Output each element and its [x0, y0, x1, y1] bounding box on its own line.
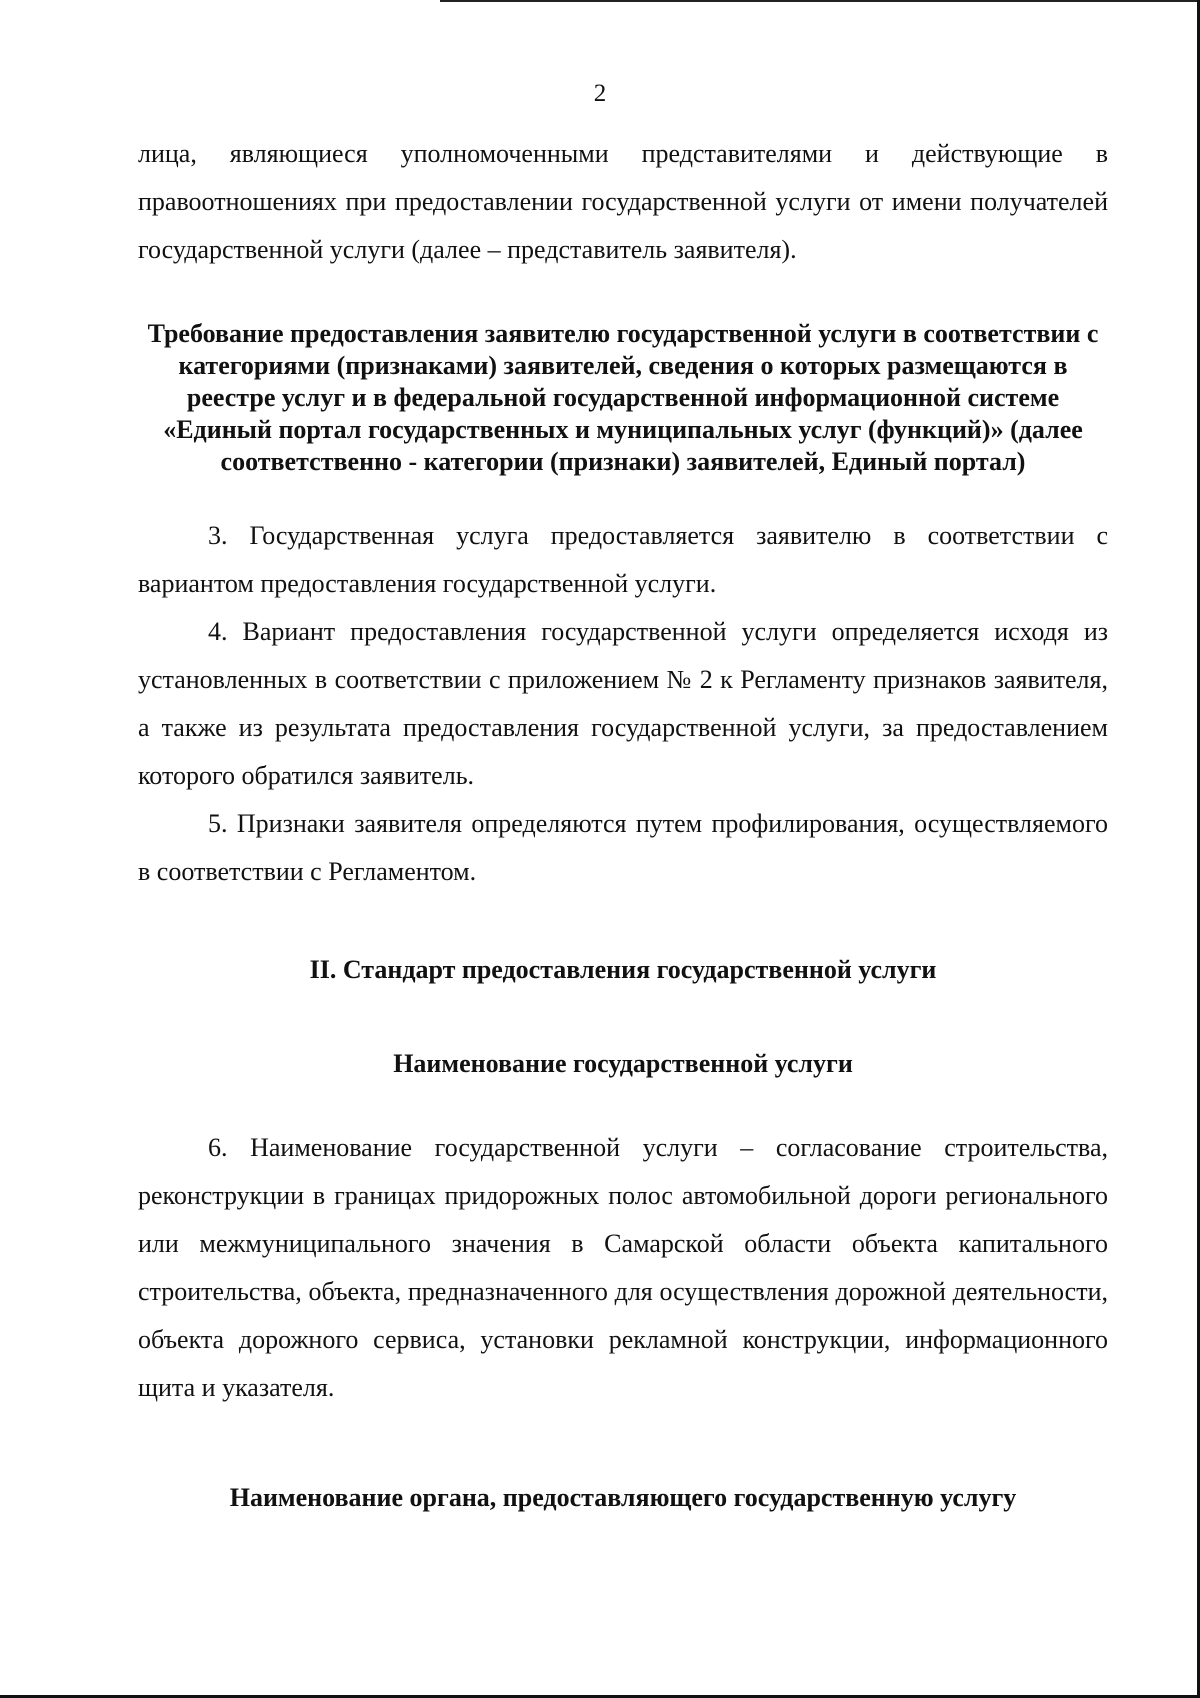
section-name-heading: Наименование государственной услуги [393, 1049, 853, 1078]
intro-paragraph: лица, являющиеся уполномоченными представителями и действующие в правоотношениях при предоставлении государственной услуги от имени получателей государственной услуги (далее – представитель заявителя). [138, 139, 1108, 264]
scan-border-top [440, 0, 1200, 2]
section-requirement-heading: Требование предоставления заявителю государственной услуги в соответствии с категориями (признаками) заявителей, сведения о которых размещаются в реестре услуг и в федеральной государственной информационной системе «Единый портал государственных и муниципальных услуг (функций)» (далее соответственно - категории (признаки) заявителей, Единый портал) [147, 319, 1099, 476]
document-body [138, 130, 1108, 1514]
item-6: 6. Наименование государственной услуги – согласование строительства, реконструкции в границах придорожных полос автомобильной дороги регионального или межмуниципального значения в Самарской области объекта капитального строительства, объекта, предназначенного для осуществления дорожной деятельности, объекта дорожного сервиса, установки рекламной конструкции, информационного щита и указателя. [138, 1133, 1108, 1402]
section-organ-heading: Наименование органа, предоставляющего государственную услугу [229, 1483, 1017, 1512]
item-3: 3. Государственная услуга предоставляется заявителю в соответствии с вариантом предоставления государственной услуги. [138, 521, 1108, 598]
page-number: 2 [593, 80, 607, 107]
item-4: 4. Вариант предоставления государственной услуги определяется исходя из установленных в соответствии с приложением № 2 к Регламенту признаков заявителя, а также из результата предоставления государственной услуги, за предоставлением которого обратился заявитель. [138, 617, 1108, 790]
chapter-2-heading: II. Стандарт предоставления государственной услуги [309, 955, 937, 984]
item-5: 5. Признаки заявителя определяются путем профилирования, осуществляемого в соответствии с Регламентом. [138, 809, 1108, 886]
